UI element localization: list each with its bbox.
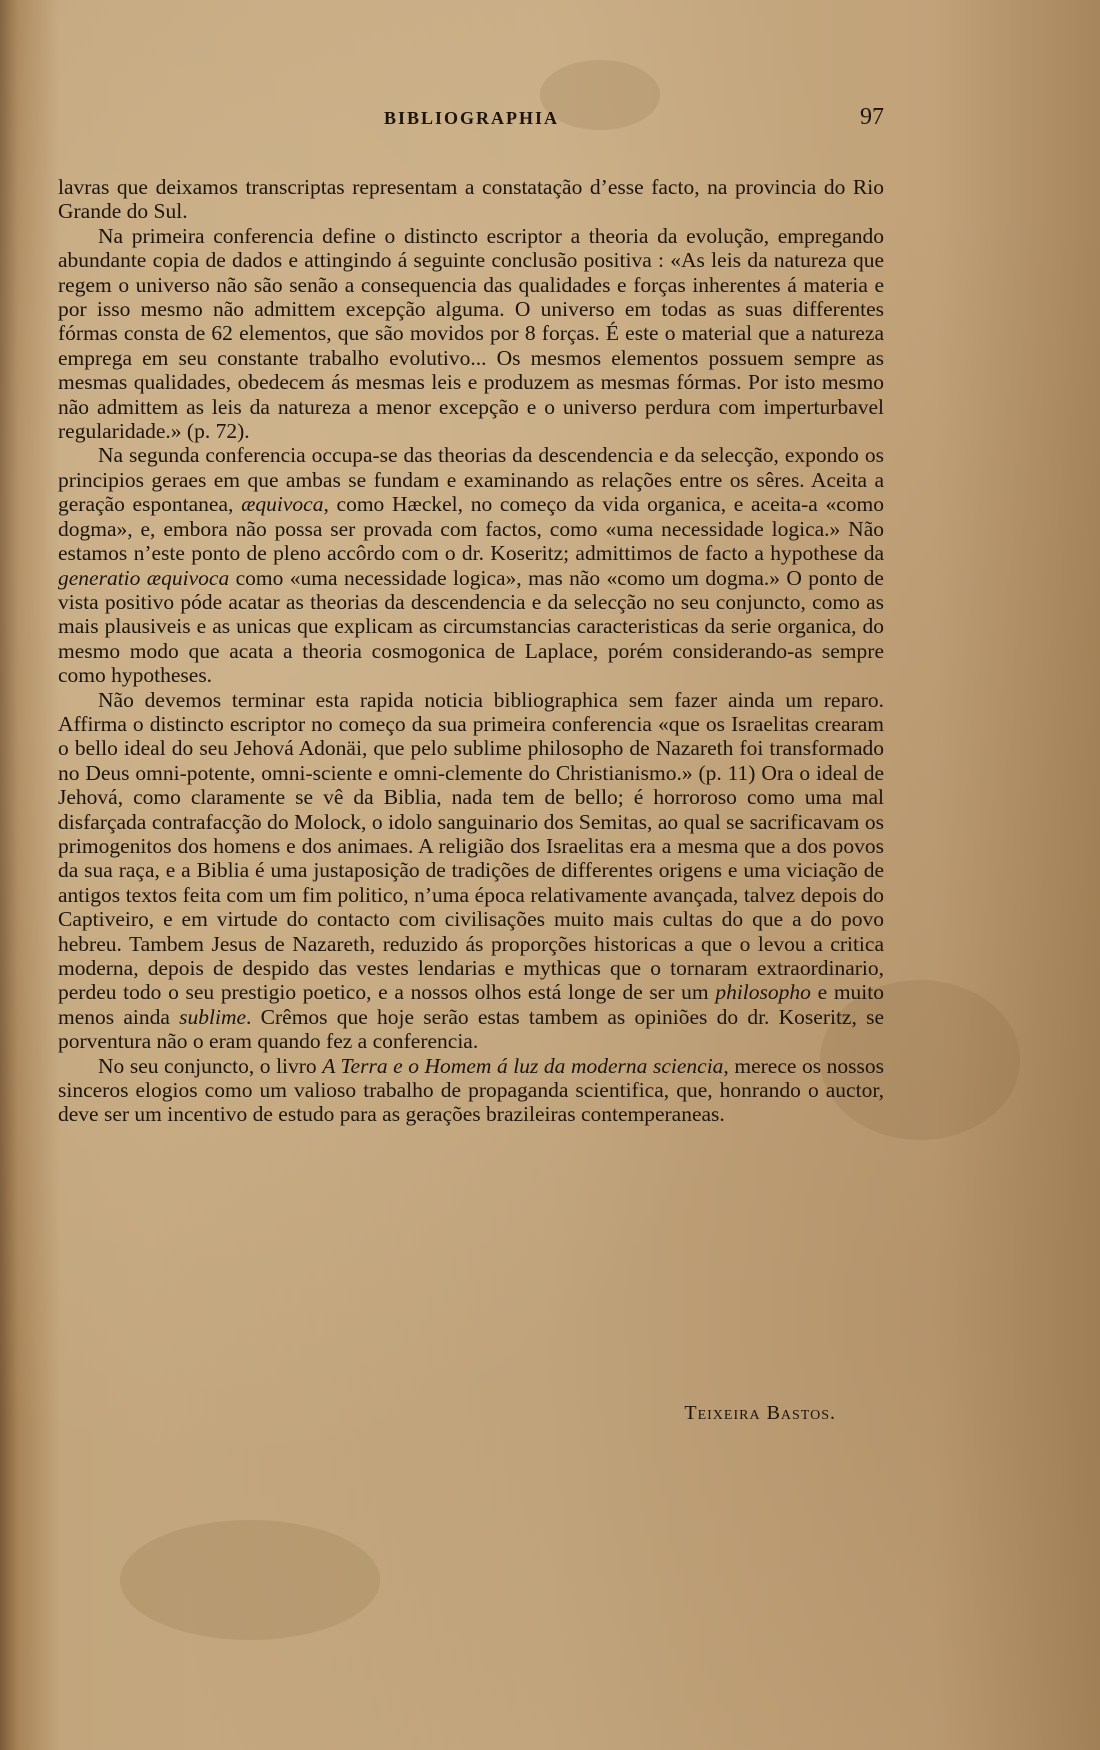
text-run: como «uma necessidade logica», mas não «como um dogma.» O ponto de vista positivo póde acatar as theorias da descendencia e da selecção no seu conjuncto, como as mais plausiveis e as unicas que explicam as circumstancias caracteristicas da serie organica, do mesmo modo que acata a theoria cosmogonica de Laplace, porém considerando-as sempre como hypotheses. (58, 565, 884, 688)
page-header (384, 104, 884, 134)
italic-text: sublime (179, 1004, 247, 1029)
italic-text: A Terra e o Homem á luz da moderna sciencia (322, 1053, 724, 1078)
body-text (58, 175, 884, 1127)
paragraph (58, 224, 884, 444)
text-run: Não devemos terminar esta rapida noticia bibliographica sem fazer ainda um reparo. Affirma o distincto escriptor no começo da sua primeira conferencia «que os Israelitas crearam o bello ideal do seu Jehová Adonäi, que pelo sublime philosopho de Nazareth foi transformado no Deus omni-potente, omni-sciente e omni-clemente do Christianismo.» (p. 11) Ora o ideal de Jehová, como claramente se vê da Biblia, nada tem de bello; é horroroso como uma mal disfarçada contrafacção do Molock, o idolo sanguinario dos Semitas, ao qual se sacrificavam os primogenitos dos homens e dos animaes. A religião dos Israelitas era a mesma que a dos povos da sua raça, e a Biblia é uma justaposição de tradições de differentes origens e uma viciação de antigos textos feita com um fim politico, n’uma época relativamente avançada, talvez depois do Captiveiro, e em virtude do contacto com civilisações muito mais cultas do que a do povo hebreu. Tambem Jesus de Nazareth, reduzido ás proporções historicas a que o levou a critica moderna, depois de despido das vestes lendarias e mythicas que o tornaram extraordinario, perdeu todo o seu prestigio poetico, e a nossos olhos está longe de ser um (58, 687, 884, 1005)
paper-stain (120, 1520, 380, 1640)
text-run: lavras que deixamos transcriptas representam a constatação d’esse facto, na provincia do Rio Grande do Sul. (58, 175, 884, 224)
italic-text: generatio æquivoca (58, 565, 230, 590)
page-number: 97 (860, 104, 884, 130)
paragraph (58, 175, 884, 224)
paragraph (58, 688, 884, 1054)
paragraph (58, 1054, 884, 1127)
text-run: , merece os nossos sinceros elogios como um valioso trabalho de propaganda scientifica, que, honrando o auctor, deve ser um incentivo de estudo para as gerações brazileiras contemperaneas. (58, 1053, 884, 1127)
italic-text: æquivoca (241, 492, 324, 517)
text-run: e muito menos ainda (58, 980, 884, 1029)
running-title: BIBLIOGRAPHIA (384, 108, 560, 128)
paragraph (58, 443, 884, 687)
text-run: , como Hæckel, no começo da vida organica, e aceita-a «como dogma», e, embora não possa ser provada com factos, como «uma necessidade logica.» Não estamos n’este ponto de pleno accôrdo com o dr. Koseritz; admittimos de facto a hypothese da (58, 492, 884, 566)
text-run: Na segunda conferencia occupa-se das theorias da descendencia e da selecção, expondo os principios geraes em que ambas se fundam e examinando as relações entre os sêres. Aceita a geração espontanea, (58, 443, 884, 517)
text-run: . Crêmos que hoje serão estas tambem as opiniões do dr. Koseritz, se porventura não o eram quando fez a conferencia. (58, 1004, 884, 1054)
italic-text: philosopho (715, 980, 811, 1005)
text-run: No seu conjuncto, o livro (98, 1053, 323, 1078)
text-run: Na primeira conferencia define o distincto escriptor a theoria da evolução, empregando abundante copia de dados e attingindo á seguinte conclusão positiva : «As leis da natureza que regem o universo não são senão a consequencia das qualidades e forças inherentes á materia e por isso mesmo não admittem excepção alguma. O universo em todas as suas differentes fórmas consta de 62 elementos, que são movidos por 8 forças. É este o material que a natureza emprega em seu constante trabalho evolutivo... Os mesmos elementos possuem sempre as mesmas qualidades, obedecem ás mesmas leis e produzem as mesmas fórmas. Por isto mesmo não admittem as leis da natureza a menor excepção e o universo perdura com imperturbavel regularidade.» (p. 72). (58, 223, 884, 444)
author-signature: Teixeira Bastos. (684, 1402, 836, 1424)
